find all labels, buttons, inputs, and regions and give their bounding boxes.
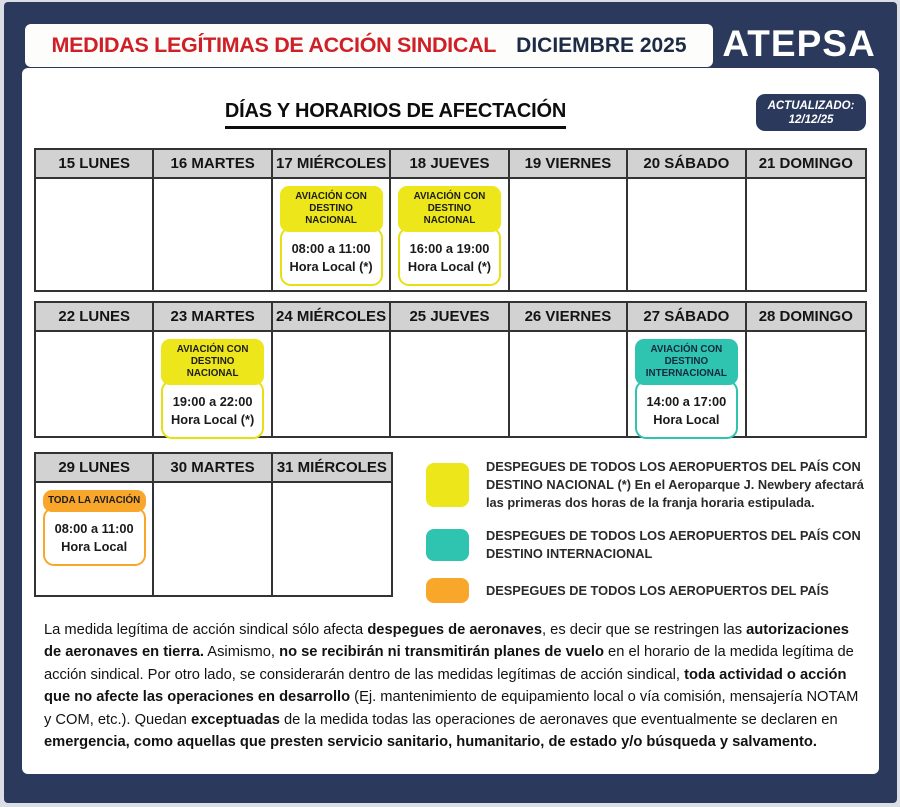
legend-text — [486, 458, 874, 512]
event-national — [280, 186, 383, 286]
event-timebox — [635, 380, 738, 439]
event-badge: AVIACIÓN CON DESTINO NACIONAL — [398, 186, 501, 232]
footer-paragraph: La medida legítima de acción sindical sólo afecta despegues de aeronaves, es decir que se restringen las autorizaciones de aeronaves en tierra. Asimismo, no se recibirán ni transmitirán planes de vuelo en el horario de la medida legítima de acción sindical. Por otro lado, se considerarán dentro de las medidas legítimas de acción sindical, toda actividad o acción que no afecte las operaciones en desarrollo (Ej. mantenimiento de equipamiento local o vía comisión, mensajería NOTAM y COM, etc.). Quedan exceptuadas de la medida todas las operaciones de aeronaves que eventualmente se declaren en emergencia, como aquellas que presten servicio sanitario, humanitario, de estado y/o búsqueda y salvamento. — [44, 622, 859, 751]
page-title-wrap — [22, 100, 769, 129]
legend — [426, 458, 874, 618]
legend-item-international — [426, 527, 874, 563]
content-panel — [22, 68, 879, 774]
week-table-2 — [34, 301, 867, 438]
header-bar — [25, 24, 713, 67]
event-international — [635, 339, 738, 439]
day-header: 21 DOMINGO — [747, 150, 865, 179]
yellow-swatch-icon — [426, 463, 469, 507]
day-header: 25 JUEVES — [391, 303, 509, 332]
event-local-label: Hora Local — [653, 412, 720, 427]
day-header: 22 LUNES — [36, 303, 154, 332]
page-title: DÍAS Y HORARIOS DE AFECTACIÓN — [225, 100, 566, 129]
day-header: 30 MARTES — [154, 454, 272, 483]
day-cell — [154, 332, 272, 436]
legend-item-national — [426, 458, 874, 512]
day-header: 15 LUNES — [36, 150, 154, 179]
event-badge: TODA LA AVIACIÓN — [43, 490, 146, 512]
header-month: DICIEMBRE 2025 — [516, 33, 687, 57]
day-header: 27 SÁBADO — [628, 303, 746, 332]
event-badge: AVIACIÓN CON DESTINO NACIONAL — [161, 339, 264, 385]
updated-date: 12/12/25 — [788, 113, 834, 126]
day-cell — [273, 483, 391, 595]
day-cell — [154, 179, 272, 290]
day-header: 18 JUEVES — [391, 150, 509, 179]
day-header: 29 LUNES — [36, 454, 154, 483]
day-cell — [628, 332, 746, 436]
day-cell — [154, 483, 272, 595]
legend-rest-text: (*) En el Aeroparque J. Newbery afectará las primeras dos horas de la franja horaria estipulada. — [486, 477, 864, 510]
day-cell — [628, 179, 746, 290]
day-cell — [273, 332, 391, 436]
day-header: 24 MIÉRCOLES — [273, 303, 391, 332]
day-cell — [747, 332, 865, 436]
day-header: 31 MIÉRCOLES — [273, 454, 391, 483]
day-header: 26 VIERNES — [510, 303, 628, 332]
day-cell — [747, 179, 865, 290]
event-national — [161, 339, 264, 439]
teal-swatch-icon — [426, 529, 469, 561]
legend-bold-text: DESPEGUES DE TODOS LOS AEROPUERTOS DEL PAÍS — [486, 582, 829, 598]
event-local-label: Hora Local — [61, 539, 128, 554]
day-header: 23 MARTES — [154, 303, 272, 332]
event-time: 19:00 a 22:00 — [172, 394, 253, 409]
day-cell — [36, 483, 154, 595]
event-local-label: Hora Local (*) — [171, 412, 255, 427]
legend-bold-text: DESPEGUES DE TODOS LOS AEROPUERTOS DEL PAÍS CON DESTINO INTERNACIONAL — [486, 528, 861, 561]
day-cell — [36, 332, 154, 436]
day-header: 28 DOMINGO — [747, 303, 865, 332]
day-cell — [391, 332, 509, 436]
event-badge: AVIACIÓN CON DESTINO INTERNACIONAL — [635, 339, 738, 385]
week-table-3 — [34, 452, 393, 597]
day-header: 17 MIÉRCOLES — [273, 150, 391, 179]
legend-text — [486, 582, 829, 600]
legend-item-all — [426, 578, 874, 603]
event-time: 08:00 a 11:00 — [54, 521, 134, 536]
event-time: 08:00 a 11:00 — [291, 241, 371, 256]
day-header: 19 VIERNES — [510, 150, 628, 179]
week-table-1 — [34, 148, 867, 292]
event-local-label: Hora Local (*) — [289, 259, 373, 274]
day-cell — [510, 179, 628, 290]
day-cell — [36, 179, 154, 290]
event-timebox — [161, 380, 264, 439]
event-national — [398, 186, 501, 286]
event-local-label: Hora Local (*) — [407, 259, 492, 274]
poster-frame — [4, 2, 897, 803]
atepsa-logo: ATEPSA — [722, 23, 876, 64]
day-cell — [391, 179, 509, 290]
legend-text — [486, 527, 874, 563]
day-cell — [273, 179, 391, 290]
event-timebox — [280, 227, 383, 286]
legend-bold-text: DESPEGUES DE TODOS LOS AEROPUERTOS DEL PAÍS CON DESTINO NACIONAL — [486, 459, 861, 492]
event-timebox — [43, 507, 146, 566]
event-all-aviation — [43, 490, 146, 566]
updated-badge — [756, 94, 866, 131]
day-header: 20 SÁBADO — [628, 150, 746, 179]
event-time: 14:00 a 17:00 — [646, 394, 727, 409]
orange-swatch-icon — [426, 578, 469, 603]
event-badge: AVIACIÓN CON DESTINO NACIONAL — [280, 186, 383, 232]
event-timebox — [398, 227, 501, 286]
header-title: MEDIDAS LEGÍTIMAS DE ACCIÓN SINDICAL — [51, 33, 497, 57]
day-header: 16 MARTES — [154, 150, 272, 179]
event-time: 16:00 a 19:00 — [409, 241, 490, 256]
day-cell — [510, 332, 628, 436]
updated-label: ACTUALIZADO: — [767, 99, 855, 112]
